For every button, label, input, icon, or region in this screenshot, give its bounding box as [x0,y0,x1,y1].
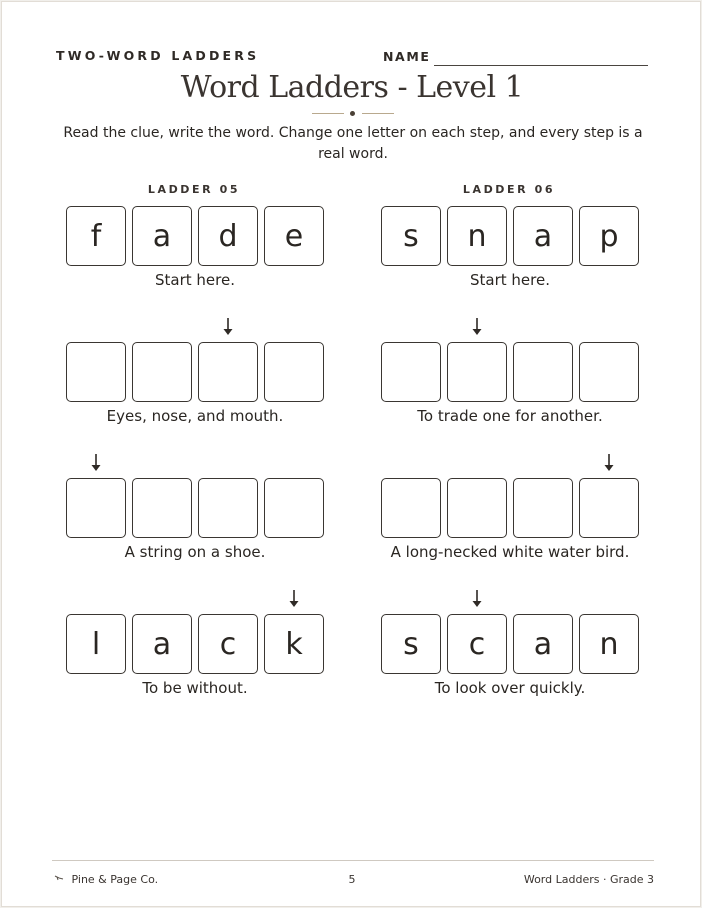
letter-tile: d [198,206,258,266]
letter-tile: a [513,614,573,674]
arrow-down-icon [222,317,234,337]
clue-text: To look over quickly. [434,679,586,697]
letter-input-box[interactable] [447,478,507,538]
arrow-down-icon [90,453,102,473]
publisher-name: Pine & Page Co. [71,873,159,886]
letter-input-box[interactable] [513,342,573,402]
ladder-step [381,342,641,402]
arrow-down-icon [471,589,483,609]
letter-tile: p [579,206,639,266]
clue-text: Eyes, nose, and mouth. [106,407,284,425]
series-label: TWO-WORD LADDERS [56,48,260,63]
letter-input-box[interactable] [447,342,507,402]
letter-tile: n [579,614,639,674]
ladder-heading: LADDER 06 [462,183,556,196]
arrow-down-icon [603,453,615,473]
letter-tile: f [66,206,126,266]
clue-text: To be without. [142,679,248,697]
letter-tile: s [381,206,441,266]
letter-input-box[interactable] [264,478,324,538]
letter-input-box[interactable] [381,342,441,402]
letter-tile: k [264,614,324,674]
footer-divider [52,860,654,861]
letter-tile: e [264,206,324,266]
name-label: NAME [383,49,431,64]
ladder-step [381,478,641,538]
page-title: Word Ladders - Level 1 [180,70,524,105]
arrow-down-icon [288,589,300,609]
letter-input-box[interactable] [66,342,126,402]
name-line [434,65,648,66]
letter-input-box[interactable] [579,342,639,402]
letter-input-box[interactable] [132,342,192,402]
title-ornament [312,109,394,119]
ladder-step [381,206,641,266]
letter-tile: c [198,614,258,674]
letter-tile: a [132,614,192,674]
clue-text: To trade one for another. [417,407,603,425]
instructions: Read the clue, write the word. Change one letter on each step, and every step is a real word. [63,125,643,162]
letter-tile: c [447,614,507,674]
ladder-step [381,614,641,674]
letter-input-box[interactable] [198,342,258,402]
letter-input-box[interactable] [264,342,324,402]
letter-tile: n [447,206,507,266]
ladder-heading: LADDER 05 [147,183,241,196]
letter-input-box[interactable] [381,478,441,538]
page-number: 5 [348,873,356,886]
ladder-step [66,614,326,674]
ladder-step [66,478,326,538]
clue-text: A string on a shoe. [124,543,266,561]
letter-input-box[interactable] [579,478,639,538]
letter-input-box[interactable] [513,478,573,538]
letter-tile: a [132,206,192,266]
book-title: Word Ladders · Grade 3 [523,873,654,886]
letter-input-box[interactable] [198,478,258,538]
worksheet-page [1,1,701,907]
clue-text: Start here. [155,271,235,289]
letter-input-box[interactable] [66,478,126,538]
letter-tile: l [66,614,126,674]
letter-tile: s [381,614,441,674]
arrow-down-icon [471,317,483,337]
ladder-step [66,342,326,402]
ladder-step [66,206,326,266]
clue-text: A long-necked white water bird. [390,543,630,561]
clue-text: Start here. [470,271,550,289]
letter-tile: a [513,206,573,266]
letter-input-box[interactable] [132,478,192,538]
